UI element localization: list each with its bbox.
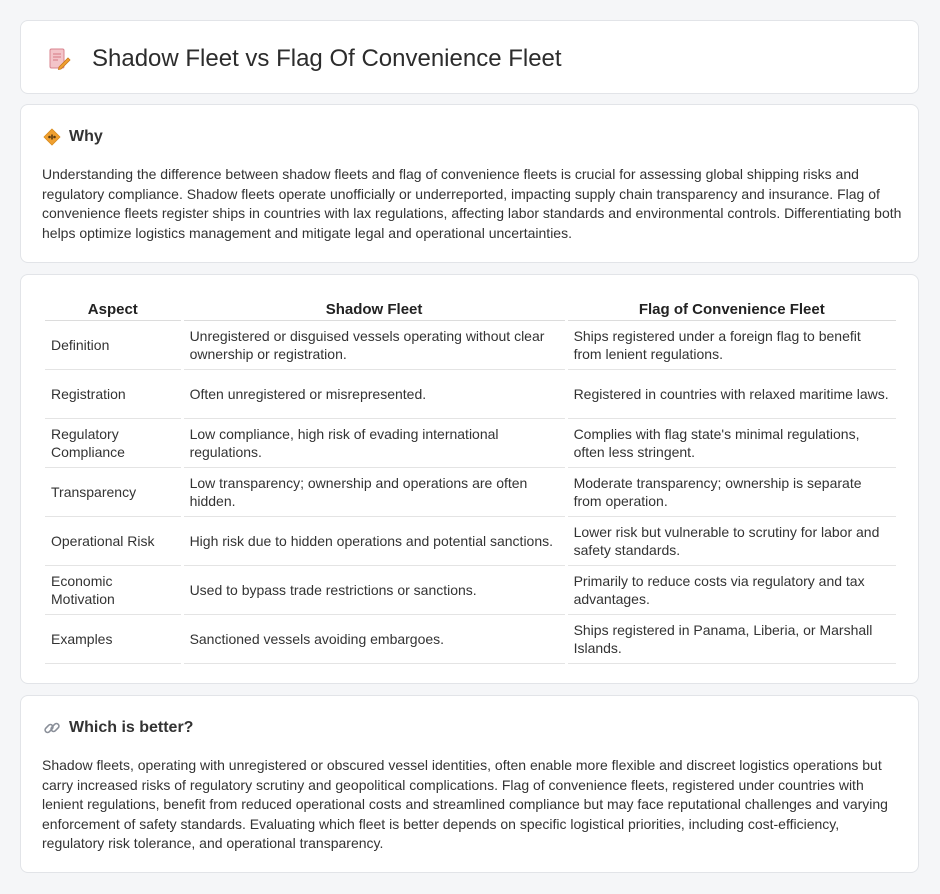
flag-of-convenience-cell: Registered in countries with relaxed maritime laws. bbox=[568, 370, 896, 419]
why-body: Understanding the difference between shadow fleets and flag of convenience fleets is crucial for assessing global shipping risks and regulatory compliance. Shadow fleets operate unofficially or underreported, impacting supply chain transparency and insurance. Flag of convenience fleets register ships in countries with lax regulations, affecting labor standards and environmental controls. Differentiating both helps optimize logistics management and mitigate legal and operational uncertainties. bbox=[42, 166, 902, 241]
page-title: Shadow Fleet vs Flag Of Convenience Fleet bbox=[92, 45, 562, 72]
shadow-fleet-cell: Used to bypass trade restrictions or sanctions. bbox=[184, 566, 565, 615]
table-row bbox=[45, 566, 896, 615]
shadow-fleet-cell: Unregistered or disguised vessels operating without clear ownership or registration. bbox=[184, 321, 565, 370]
why-heading-row bbox=[43, 125, 103, 149]
table-row bbox=[45, 615, 896, 664]
flag-of-convenience-cell: Complies with flag state's minimal regulations, often less stringent. bbox=[568, 419, 896, 468]
better-heading: Which is better? bbox=[69, 719, 194, 736]
aspect-cell: Operational Risk bbox=[45, 517, 181, 566]
document-edit-icon bbox=[47, 47, 71, 71]
flag-of-convenience-cell: Ships registered in Panama, Liberia, or Marshall Islands. bbox=[568, 615, 896, 664]
aspect-cell: Economic Motivation bbox=[45, 566, 181, 615]
shadow-fleet-cell: Low transparency; ownership and operations are often hidden. bbox=[184, 468, 565, 517]
shadow-fleet-cell: Low compliance, high risk of evading international regulations. bbox=[184, 419, 565, 468]
column-header-flag-of-convenience: Flag of Convenience Fleet bbox=[568, 295, 896, 321]
flag-of-convenience-cell: Primarily to reduce costs via regulatory and tax advantages. bbox=[568, 566, 896, 615]
flag-of-convenience-cell: Ships registered under a foreign flag to benefit from lenient regulations. bbox=[568, 321, 896, 370]
aspect-cell: Registration bbox=[45, 370, 181, 419]
flag-of-convenience-cell: Lower risk but vulnerable to scrutiny for labor and safety standards. bbox=[568, 517, 896, 566]
table-row bbox=[45, 370, 896, 419]
column-header-aspect: Aspect bbox=[45, 295, 181, 321]
aspect-cell: Regulatory Compliance bbox=[45, 419, 181, 468]
link-icon bbox=[43, 719, 61, 737]
better-heading-row bbox=[43, 716, 193, 740]
table-row bbox=[45, 321, 896, 370]
aspect-cell: Examples bbox=[45, 615, 181, 664]
aspect-cell: Definition bbox=[45, 321, 181, 370]
better-body: Shadow fleets, operating with unregistered or obscured vessel identities, often enable more flexible and discreet logistics operations but carry increased risks of regulatory scrutiny and geopolitical complications. Flag of convenience fleets, registered under countries with lenient regulations, benefit from reduced operational costs and streamlined compliance but may face reputational challenges and varying enforcement of safety standards. Evaluating which fleet is better depends on specific logistical priorities, including cost-efficiency, regulatory risk tolerance, and operational transparency. bbox=[42, 757, 888, 851]
why-heading: Why bbox=[69, 128, 103, 145]
shadow-fleet-cell: High risk due to hidden operations and potential sanctions. bbox=[184, 517, 565, 566]
table-header-row bbox=[45, 295, 896, 321]
which-is-better-section bbox=[20, 695, 919, 873]
table-row bbox=[45, 468, 896, 517]
shadow-fleet-cell: Sanctioned vessels avoiding embargoes. bbox=[184, 615, 565, 664]
diamond-warning-icon bbox=[43, 128, 61, 146]
title-card bbox=[20, 20, 919, 94]
flag-of-convenience-cell: Moderate transparency; ownership is separate from operation. bbox=[568, 468, 896, 517]
aspect-cell: Transparency bbox=[45, 468, 181, 517]
table-row bbox=[45, 419, 896, 468]
shadow-fleet-cell: Often unregistered or misrepresented. bbox=[184, 370, 565, 419]
table-row bbox=[45, 517, 896, 566]
comparison-section bbox=[20, 274, 919, 684]
why-section bbox=[20, 104, 919, 263]
comparison-table bbox=[42, 295, 899, 664]
column-header-shadow-fleet: Shadow Fleet bbox=[184, 295, 565, 321]
